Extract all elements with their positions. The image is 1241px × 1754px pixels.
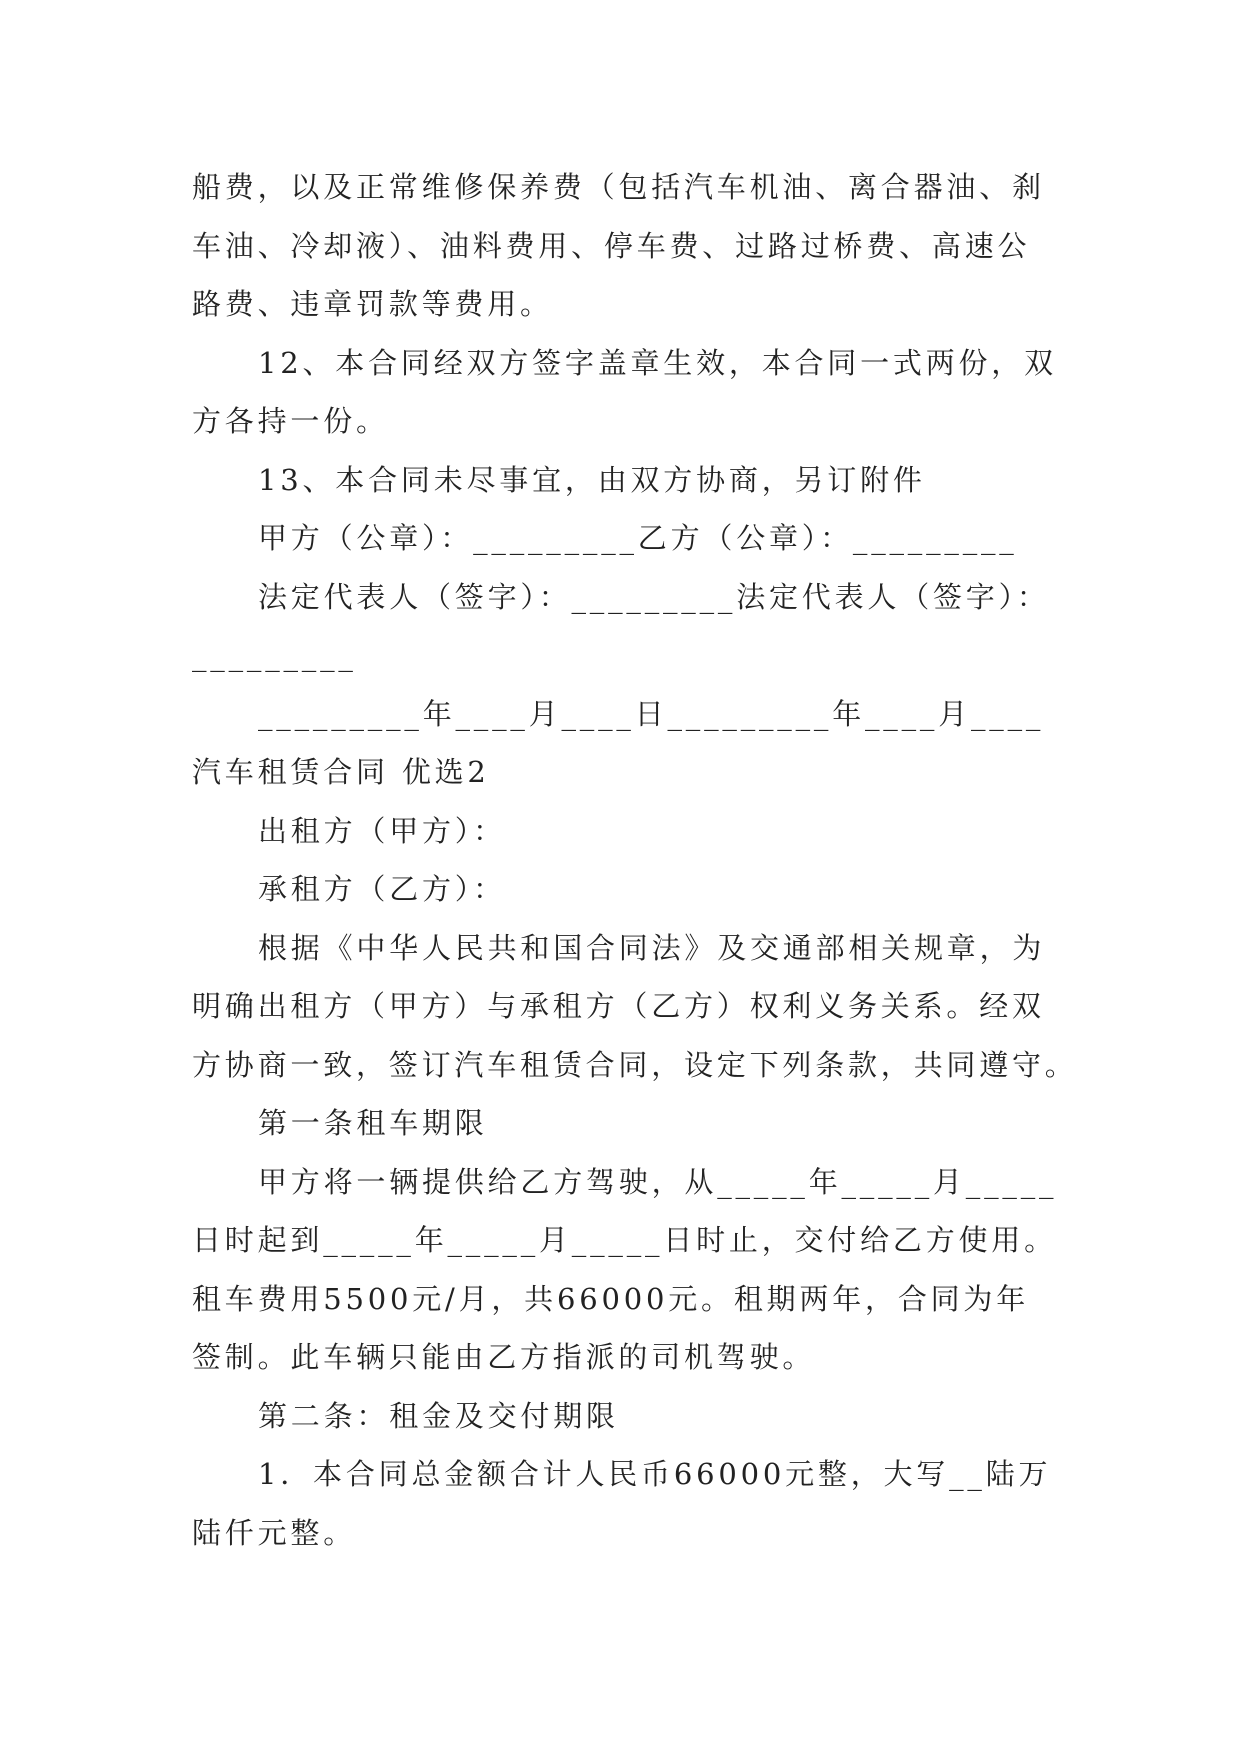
signature-blank: _________ bbox=[192, 638, 357, 672]
text-line: 方协商一致，签订汽车租赁合同，设定下列条款，共同遵守。 bbox=[192, 1047, 1078, 1082]
text-line: 路费、违章罚款等费用。 bbox=[192, 287, 553, 321]
party-seal-line: 甲方（公章）：_________乙方（公章）：_________ bbox=[258, 521, 1018, 555]
text-line: 车油、冷却液）、油料费用、停车费、过路过桥费、高速公 bbox=[192, 228, 1031, 263]
document-body bbox=[192, 158, 1078, 1562]
text-line: 船费，以及正常维修保养费（包括汽车机油、离合器油、刹 bbox=[192, 170, 1045, 204]
text-line: 租车费用5500元/月，共66000元。租期两年，合同为年 bbox=[192, 1281, 1030, 1316]
lessee-line: 承租方（乙方）： bbox=[258, 872, 506, 906]
text-line: 陆仟元整。 bbox=[192, 1515, 357, 1550]
text-line: 明确出租方（甲方）与承租方（乙方）权利义务关系。经双 bbox=[192, 989, 1045, 1023]
lessor-line: 出租方（甲方）： bbox=[258, 813, 506, 848]
article-1-heading: 第一条租车期限 bbox=[258, 1106, 488, 1140]
date-line: _________年____月____日_________年____月____ bbox=[258, 696, 1045, 731]
text-line: 方各持一份。 bbox=[192, 404, 389, 438]
section-title: 汽车租赁合同 优选2 bbox=[192, 755, 490, 789]
clause-12: 12、本合同经双方签字盖章生效，本合同一式两份，双 bbox=[258, 345, 1057, 380]
text-line: 签制。此车辆只能由乙方指派的司机驾驶。 bbox=[192, 1340, 816, 1374]
preamble-line: 根据《中华人民共和国合同法》及交通部相关规章，为 bbox=[258, 930, 1046, 965]
legal-representative-line: 法定代表人（签字）：_________法定代表人（签字）： bbox=[258, 579, 1050, 614]
article-2-heading: 第二条：租金及交付期限 bbox=[258, 1398, 619, 1433]
article-2-item-1: 1．本合同总金额合计人民币66000元整，大写__陆万 bbox=[258, 1457, 1052, 1491]
clause-13: 13、本合同未尽事宜，由双方协商，另订附件 bbox=[258, 462, 926, 497]
article-1-text: 甲方将一辆提供给乙方驾驶，从_____年_____月_____ bbox=[258, 1164, 1058, 1199]
text-line: 日时起到_____年_____月_____日时止，交付给乙方使用。 bbox=[192, 1223, 1057, 1257]
